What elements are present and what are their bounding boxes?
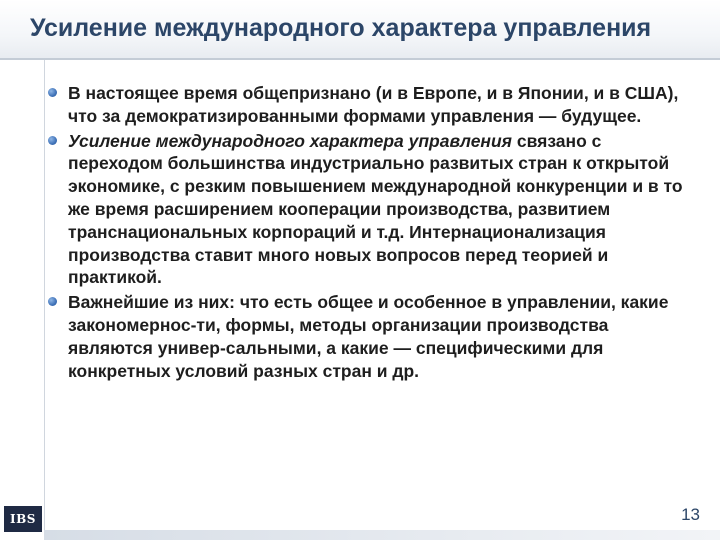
slide-title: Усиление международного характера управления bbox=[30, 14, 652, 42]
bullet-item bbox=[48, 130, 698, 290]
bullet-dot-icon bbox=[48, 297, 57, 306]
bullet-text: Важнейшие из них: что есть общее и особенное в управлении, какие закономернос-ти, формы, методы организации производства являются унивep-сальными, а какие — специфическими для конкретных условий разных стран и др. bbox=[68, 292, 669, 381]
footer-bar bbox=[44, 530, 720, 540]
bullet-text: В настоящее время общепризнано (и в Европе, и в Японии, и в США), что за демократизированными формами управления — будущее. bbox=[68, 83, 679, 126]
bullet-dot-icon bbox=[48, 88, 57, 97]
left-sidebar-stripe bbox=[0, 0, 45, 540]
slide-content bbox=[48, 82, 698, 384]
title-divider bbox=[0, 58, 720, 60]
page-number: 13 bbox=[681, 505, 700, 524]
bullet-dot-icon bbox=[48, 136, 57, 145]
bullet-item bbox=[48, 82, 698, 128]
bullet-text: связано с переходом большинства индустриально развитых стран к открытой экономике, с резким повышением международной конкуренции и в то же время расширением кооперации производства, развитием транснациональных корпораций и т.д. Интернационализация производства ставит много новых вопросов перед теорией и практикой. bbox=[68, 130, 683, 288]
ibs-logo: IBS bbox=[4, 506, 42, 532]
bullet-item bbox=[48, 291, 698, 382]
bullet-emphasis: Усиление международного характера управления bbox=[68, 130, 512, 151]
